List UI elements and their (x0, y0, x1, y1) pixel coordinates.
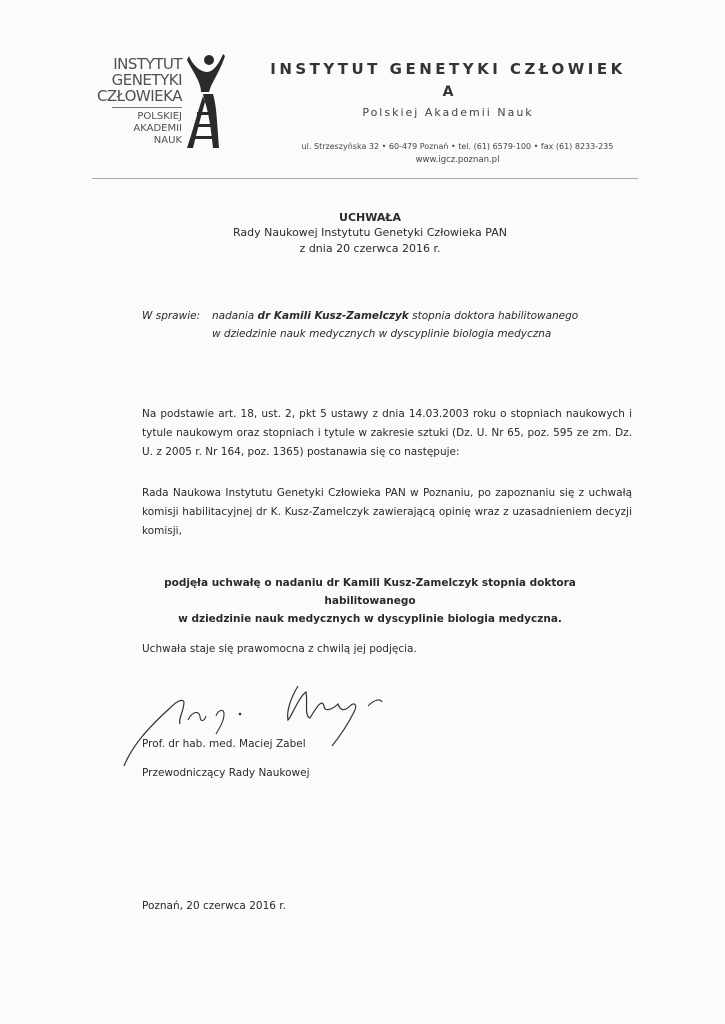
place-and-date: Poznań, 20 czerwca 2016 r. (142, 900, 286, 912)
regarding-section (142, 307, 578, 343)
resolution-heading (150, 210, 590, 257)
institute-website: www.igcz.poznan.pl (415, 155, 500, 165)
regarding-candidate-name: dr Kamili Kusz-Zamelczyk (257, 310, 409, 322)
institute-logo-text (92, 56, 182, 147)
logo-line: INSTYTUT (113, 55, 182, 73)
handwritten-signature (118, 676, 408, 772)
logo-line: NAUK (153, 135, 182, 146)
decision-line: podjęła uchwałę o nadaniu dr Kamili Kusz-Zamelczyk stopnia doktora habilitowanego (164, 577, 576, 607)
institute-name-continuation: A (442, 84, 454, 100)
logo-divider (112, 107, 182, 108)
header-divider (92, 178, 638, 179)
council-paragraph: Rada Naukowa Instytutu Genetyki Człowieka PAN w Poznaniu, po zapoznaniu się z uchwałą komisji habilitacyjnej dr K. Kusz-Zamelczyk zawierającą opinię wraz z uzasadnieniem decyzji komisji, (142, 487, 632, 537)
logo-line: GENETYKI (111, 71, 182, 89)
decision-paragraph (142, 574, 598, 628)
logo-line: AKADEMII (133, 123, 182, 134)
legal-basis-paragraph: Na podstawie art. 18, ust. 2, pkt 5 ustawy z dnia 14.03.2003 roku o stopniach naukowych i tytule naukowym oraz stopniach i tytule w zakresie sztuki (Dz. U. Nr 65, poz. 595 ze zm. Dz. U. z 2005 r. Nr 164, poz. 1365) postanawia się co następuje: (142, 408, 632, 458)
logo-line: POLSKIEJ (137, 111, 182, 122)
dna-figure-logo-icon (183, 52, 227, 152)
institute-subtitle: Polskiej Akademii Nauk (362, 106, 534, 119)
regarding-text-post: stopnia doktora habilitowanego (412, 310, 579, 322)
resolution-issuer: Rady Naukowej Instytutu Genetyki Człowieka PAN (233, 226, 507, 239)
signatory-name: Prof. dr hab. med. Maciej Zabel (142, 738, 306, 750)
effective-paragraph: Uchwała staje się prawomocna z chwilą jej podjęcia. (142, 643, 417, 655)
signatory-role: Przewodniczący Rady Naukowej (142, 767, 310, 779)
regarding-label: W sprawie: (142, 310, 201, 322)
institute-address: ul. Strzeszyńska 32 • 60-479 Poznań • tel. (61) 6579-100 • fax (61) 8233-235 (301, 142, 614, 151)
resolution-date: z dnia 20 czerwca 2016 r. (299, 242, 441, 255)
decision-line: w dziedzinie nauk medycznych w dyscyplinie biologia medyczna. (178, 613, 562, 625)
institute-name: INSTYTUT GENETYKI CZŁOWIEK (270, 60, 626, 78)
regarding-line2: w dziedzinie nauk medycznych w dyscyplinie biologia medyczna (212, 328, 552, 340)
regarding-text-pre: nadania (212, 310, 255, 322)
resolution-title: UCHWAŁA (339, 211, 401, 224)
logo-line: CZŁOWIEKA (96, 87, 182, 105)
